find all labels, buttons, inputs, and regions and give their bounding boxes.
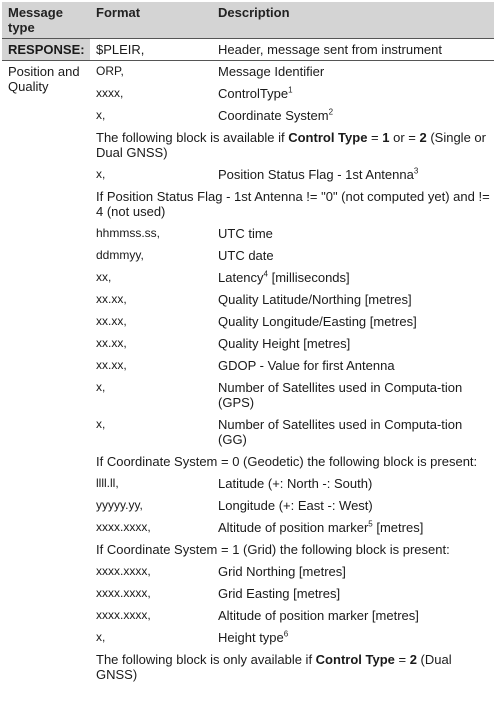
- footnote-marker: 3: [413, 166, 419, 176]
- format-cell: x,: [96, 167, 106, 181]
- group-type-label: Position and Quality: [8, 64, 80, 94]
- description-text: Latency: [218, 270, 264, 285]
- description-cell: UTC date: [218, 248, 274, 263]
- description-cell: Grid Northing [metres]: [218, 564, 346, 579]
- header-format: Format: [90, 2, 212, 39]
- description-cell: UTC time: [218, 226, 273, 241]
- response-description: Header, message sent from instrument: [212, 39, 494, 61]
- note-text: The following block is only available if: [96, 652, 316, 667]
- description-cell: [212, 517, 494, 539]
- note-bold: 2: [409, 652, 417, 667]
- block-note: If Coordinate System = 0 (Geodetic) the following block is present:: [96, 454, 478, 469]
- format-cell: xx.xx,: [96, 292, 127, 306]
- note-text: (Single or Dual GNSS): [96, 130, 486, 160]
- table-row: [2, 61, 494, 84]
- note-text: or =: [389, 130, 420, 145]
- description-text: Coordinate System: [218, 108, 329, 123]
- block-note: [90, 127, 494, 164]
- description-suffix: [milliseconds]: [268, 270, 350, 285]
- description-cell: [212, 105, 494, 127]
- format-cell: xxxx.xxxx,: [96, 564, 151, 578]
- description-cell: Quality Height [metres]: [218, 336, 351, 351]
- format-cell: xx.xx,: [96, 314, 127, 328]
- format-cell: xxxx.xxxx,: [96, 586, 151, 600]
- description-cell: Number of Satellites used in Computa-tion (GPS): [218, 380, 463, 410]
- description-cell: Message Identifier: [218, 64, 325, 79]
- description-cell: Quality Longitude/Easting [metres]: [218, 314, 417, 329]
- format-cell: llll.ll,: [96, 476, 119, 490]
- description-cell: [212, 267, 494, 289]
- description-text: Height type: [218, 630, 284, 645]
- format-cell: xxxx,: [96, 86, 124, 100]
- response-row: [2, 39, 494, 61]
- note-bold: Control Type: [288, 130, 368, 145]
- description-text: Position Status Flag - 1st Antenna: [218, 167, 414, 182]
- response-format: $PLEIR,: [90, 39, 212, 61]
- description-cell: [212, 164, 494, 186]
- table-header-row: [2, 2, 494, 39]
- format-cell: ddmmyy,: [96, 248, 144, 262]
- format-cell: yyyyy.yy,: [96, 498, 143, 512]
- description-text: Altitude of position marker: [218, 520, 369, 535]
- footnote-marker: 4: [263, 269, 268, 279]
- format-cell: hhmmss.ss,: [96, 226, 161, 240]
- footnote-marker: 6: [283, 629, 289, 639]
- description-cell: Latitude (+: North -: South): [218, 476, 373, 491]
- response-label: RESPONSE:: [2, 39, 90, 61]
- footnote-marker: 2: [328, 107, 334, 117]
- format-cell: xxxx.xxxx,: [96, 520, 151, 534]
- format-cell: x,: [96, 630, 106, 644]
- note-text: =: [367, 130, 383, 145]
- note-bold: Control Type: [315, 652, 395, 667]
- footnote-marker: 1: [288, 85, 293, 95]
- format-cell: xxxx.xxxx,: [96, 608, 151, 622]
- header-description: Description: [212, 2, 494, 39]
- description-text: ControlType: [218, 86, 289, 101]
- description-cell: Longitude (+: East -: West): [218, 498, 373, 513]
- header-message-type: Message type: [2, 2, 90, 39]
- format-cell: x,: [96, 380, 106, 394]
- note-text: =: [394, 652, 410, 667]
- block-note: If Coordinate System = 1 (Grid) the following block is present:: [96, 542, 450, 557]
- note-bold: 2: [419, 130, 427, 145]
- description-cell: Number of Satellites used in Computa-tion (GG): [218, 417, 463, 447]
- description-cell: Altitude of position marker [metres]: [218, 608, 419, 623]
- block-note: [90, 649, 494, 686]
- description-cell: GDOP - Value for first Antenna: [218, 358, 395, 373]
- format-cell: xx.xx,: [96, 358, 127, 372]
- description-cell: Quality Latitude/Northing [metres]: [218, 292, 412, 307]
- format-cell: ORP,: [96, 64, 124, 78]
- note-text: (Dual GNSS): [96, 652, 452, 682]
- format-cell: x,: [96, 417, 106, 431]
- format-cell: xx.xx,: [96, 336, 127, 350]
- note-text: The following block is available if: [96, 130, 289, 145]
- message-format-table: [2, 2, 494, 686]
- note-bold: 1: [382, 130, 390, 145]
- description-suffix: [metres]: [372, 520, 424, 535]
- description-cell: [212, 83, 494, 105]
- format-cell: xx,: [96, 270, 112, 284]
- description-cell: [212, 627, 494, 649]
- description-cell: Grid Easting [metres]: [218, 586, 341, 601]
- footnote-marker: 5: [368, 519, 373, 529]
- format-cell: x,: [96, 108, 106, 122]
- block-note: If Position Status Flag - 1st Antenna != "0" (not computed yet) and != 4 (not used): [96, 189, 490, 219]
